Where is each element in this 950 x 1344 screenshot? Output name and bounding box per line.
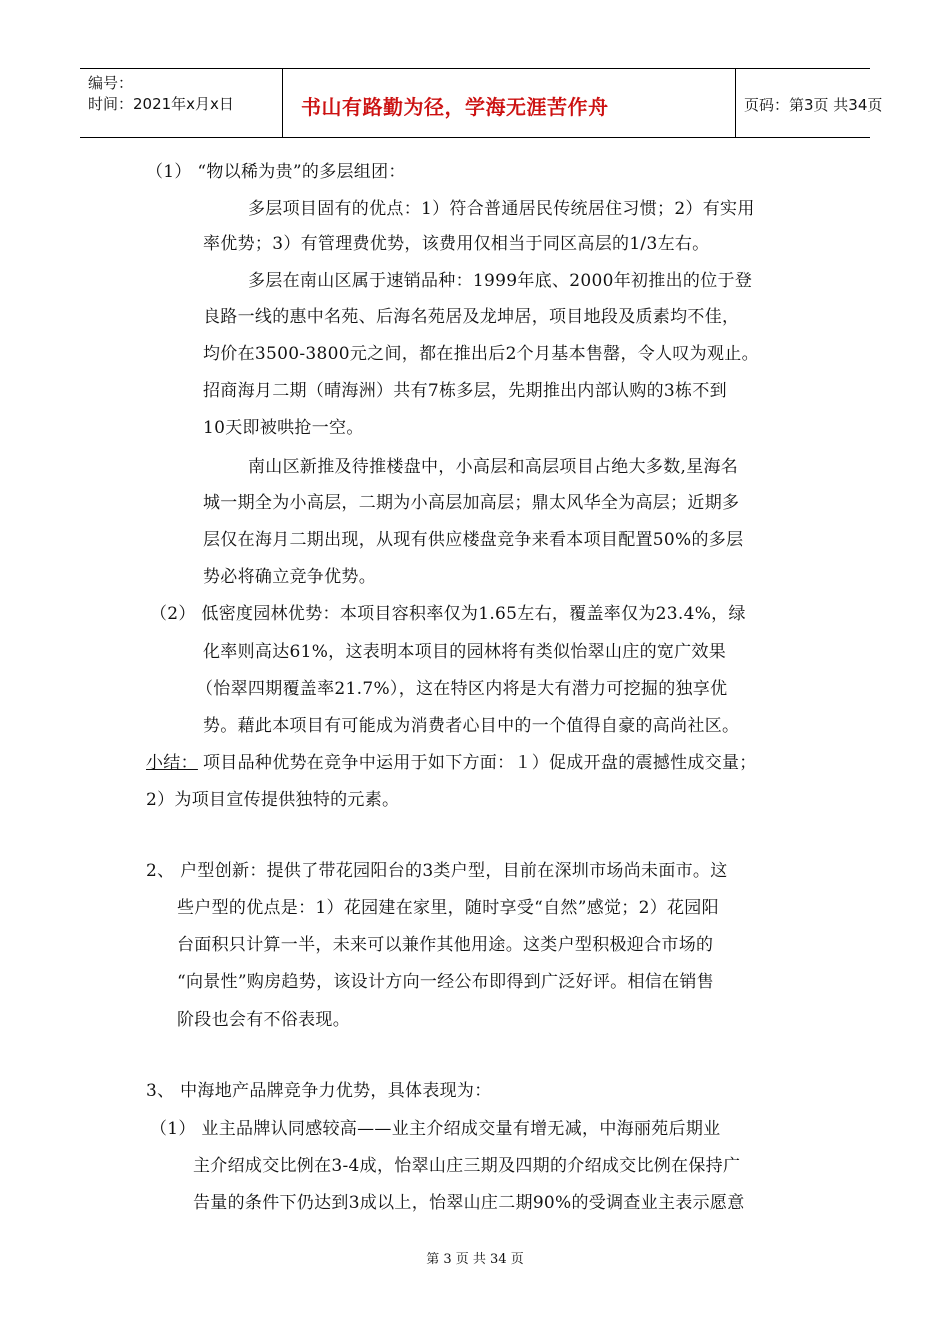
paragraph-line: 招商海月二期（晴海洲）共有7栋多层，先期推出内部认购的3栋不到 [203,381,727,401]
paragraph-line: 些户型的优点是：1）花园建在家里，随时享受“自然”感觉；2）花园阳 [177,898,719,918]
section-heading-2: 2、 户型创新：提供了带花园阳台的3类户型，目前在深圳市场尚未面市。这 [146,861,728,881]
number-label: 编号： [88,74,134,92]
paragraph-line: （怡翠四期覆盖率21.7%），这在特区内将是大有潜力可挖掘的独享优 [196,679,728,699]
section-heading-3-1: （1） 业主品牌认同感较高——业主介绍成交量有增无减，中海丽苑后期业 [150,1119,721,1139]
summary-label: 小结： [146,753,198,773]
paragraph-line: 势。藉此本项目有可能成为消费者心目中的一个值得自豪的高尚社区。 [203,716,740,736]
paragraph-line: 主介绍成交比例在3-4成，怡翠山庄三期及四期的介绍成交比例在保持广 [193,1156,741,1176]
summary-text: 2）为项目宣传提供独特的元素。 [146,790,400,810]
time-label: 时间：2021年x月x日 [88,95,234,113]
page-footer: 第 3 页 共 34 页 [426,1252,524,1267]
section-heading-3: 3、 中海地产品牌竞争力优势，具体表现为： [146,1081,492,1101]
paragraph-line: 城一期全为小高层，二期为小高层加高层；鼎太风华全为高层；近期多 [203,493,740,513]
paragraph-line: 台面积只计算一半，未来可以兼作其他用途。这类户型积极迎合市场的 [177,935,714,955]
paragraph-line: 阶段也会有不俗表现。 [177,1010,350,1030]
paragraph-line: 多层项目固有的优点：1）符合普通居民传统居住习惯；2）有实用 [248,199,755,219]
summary-text: 项目品种优势在竞争中运用于如下方面：１）促成开盘的震撼性成交量； [203,753,757,773]
header-motto-cell [283,69,736,137]
motto-text: 书山有路勤为径，学海无涯苦作舟 [301,95,609,119]
header-meta-cell [80,69,283,137]
paragraph-line: 均价在3500-3800元之间，都在推出后2个月基本售罄，令人叹为观止。 [203,344,759,364]
paragraph-line: 化率则高达61%，这表明本项目的园林将有类似怡翠山庄的宽广效果 [203,642,727,662]
paragraph-line: 层仅在海月二期出现，从现有供应楼盘竞争来看本项目配置50%的多层 [203,530,744,550]
section-heading-1-1: （1） “物以稀为贵”的多层组团： [146,162,406,182]
header-page-cell [736,69,883,137]
paragraph-line: “向景性”购房趋势，该设计方向一经公布即得到广泛好评。相信在销售 [177,972,714,992]
section-heading-1-2: （2） 低密度园林优势：本项目容积率仅为1.65左右，覆盖率仅为23.4%，绿 [150,604,746,624]
paragraph-line: 10天即被哄抢一空。 [203,418,364,438]
page-info: 页码：第3页 共34页 [744,96,883,114]
paragraph-line: 良路一线的惠中名苑、后海名苑居及龙坤居，项目地段及质素均不佳， [203,307,740,327]
paragraph-line: 南山区新推及待推楼盘中，小高层和高层项目占绝大多数,星海名 [248,457,739,477]
paragraph-line: 势必将确立竞争优势。 [203,567,376,587]
document-header [80,68,883,138]
paragraph-line: 告量的条件下仍达到3成以上，怡翠山庄二期90%的受调查业主表示愿意 [193,1193,745,1213]
paragraph-line: 率优势；3）有管理费优势，该费用仅相当于同区高层的1/3左右。 [203,234,710,254]
paragraph-line: 多层在南山区属于速销品种：1999年底、2000年初推出的位于登 [248,271,753,291]
